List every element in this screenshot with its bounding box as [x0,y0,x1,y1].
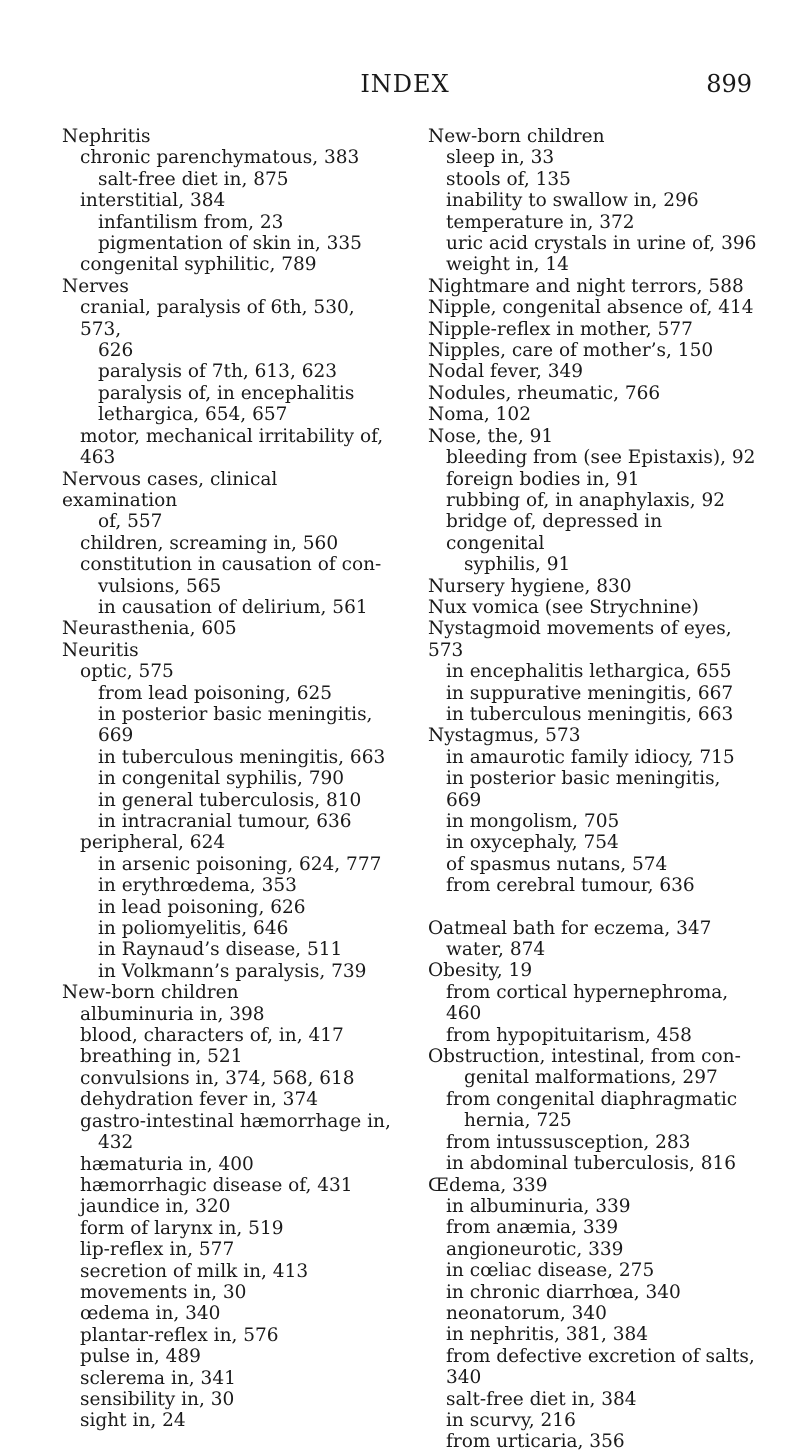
index-subentry: hæmaturia in, 400 [80,1153,254,1175]
index-subentry: paralysis of, in encephalitis [98,382,355,404]
index-subentry: from defective excretion of salts, 340 [446,1345,755,1389]
page-title: INDEX [360,70,450,98]
index-subentry: bleeding from (see Epistaxis), 92 [446,447,756,469]
index-subentry: in oxycephaly, 754 [446,832,619,854]
index-subentry: in intracranial tumour, 636 [98,811,352,832]
index-subentry: sight in, 24 [80,1410,186,1432]
index-subentry: inability to swallow in, 296 [446,190,699,212]
index-subentry: hæmorrhagic disease of, 431 [80,1174,353,1196]
index-subentry: in arsenic poisoning, 624, 777 [98,853,382,875]
index-subentry: in albuminuria, 339 [446,1195,631,1217]
index-subentry: form of larynx in, 519 [80,1217,284,1239]
index-subentry: lip-reflex in, 577 [80,1239,235,1261]
index-subentry: in suppurative meningitis, 667 [446,682,734,704]
index-subentry: bridge of, depressed in congenital [446,511,663,554]
index-heading: Obesity, 19 [428,960,533,982]
index-subentry: in chronic diarrhœa, 340 [446,1281,681,1303]
index-heading: New-born children [428,126,605,147]
index-subentry: in scurvy, 216 [446,1409,576,1431]
index-subentry: from cerebral tumour, 636 [446,875,695,897]
index-subentry: in mongolism, 705 [446,811,620,832]
index-subentry: albuminuria in, 398 [80,1003,265,1025]
index-subentry: from congenital diaphragmatic [446,1088,738,1110]
index-subentry: blood, characters of, in, 417 [80,1025,344,1047]
index-subentry: jaundice in, 320 [80,1196,231,1218]
index-subentry: neonatorum, 340 [446,1302,607,1324]
index-subentry: in amaurotic family idiocy, 715 [446,746,735,768]
index-subentry: in Volkmann’s paralysis, 739 [98,960,367,982]
index-subentry: congenital syphilitic, 789 [80,254,317,276]
index-subentry: optic, 575 [80,661,174,683]
index-heading: Neuritis [62,639,139,661]
index-subentry: sleep in, 33 [446,147,555,169]
index-column-right [428,126,758,1453]
index-heading: Nervous cases, clinical examination [62,468,278,511]
index-heading: Nux vomica (see Strychnine) [428,596,699,618]
section-gap [428,897,758,918]
index-subentry: in tuberculous meningitis, 663 [98,746,386,768]
index-subentry: from hypopituitarism, 458 [446,1024,692,1046]
index-heading: Nodal fever, 349 [428,361,584,383]
index-subentry: pulse in, 489 [80,1346,201,1368]
index-subentry: infantilism from, 23 [98,211,284,233]
index-subentry: temperature in, 372 [446,211,635,233]
index-subentry: rubbing of, in anaphylaxis, 92 [446,489,726,511]
index-subentry: in abdominal tuberculosis, 816 [446,1153,737,1175]
index-continuation: vulsions, 565 [98,575,222,597]
index-subentry: in Raynaud’s disease, 511 [98,939,343,961]
index-heading: Nystagmus, 573 [428,725,581,747]
page-number: 899 [706,70,752,98]
index-heading: Obstruction, intestinal, from con- [428,1046,741,1068]
index-subentry: uric acid crystals in urine of, 396 [446,233,757,255]
index-subentry: from anæmia, 339 [446,1217,619,1239]
index-subentry: sensibility in, 30 [80,1388,235,1410]
index-subentry: in tuberculous meningitis, 663 [446,703,734,725]
index-subentry: in posterior basic meningitis, 669 [446,768,721,811]
index-subentry: angioneurotic, 339 [446,1238,624,1260]
index-heading: Nephritis [62,126,151,147]
index-subentry: plantar-reflex in, 576 [80,1324,279,1346]
index-subentry: from lead poisoning, 625 [98,682,333,704]
index-continuation: of, 557 [98,511,163,533]
index-continuation: lethargica, 654, 657 [98,404,288,426]
index-continuation: 432 [98,1132,134,1154]
index-heading: Nightmare and night terrors, 588 [428,275,744,297]
index-subentry: children, screaming in, 560 [80,532,339,554]
index-subentry: cranial, paralysis of 6th, 530, 573, [80,297,355,340]
index-subentry: peripheral, 624 [80,832,226,854]
index-subentry: sclerema in, 341 [80,1367,236,1389]
index-subentry: in nephritis, 381, 384 [446,1324,649,1346]
index-subentry: stools of, 135 [446,168,571,190]
index-subentry: in encephalitis lethargica, 655 [446,661,732,683]
index-subentry: in general tuberculosis, 810 [98,789,362,811]
index-subentry: gastro-intestinal hæmorrhage in, [80,1110,391,1132]
index-subentry: in causation of delirium, 561 [98,596,368,618]
index-subentry: from urticaria, 356 [446,1431,625,1453]
index-subentry: paralysis of 7th, 613, 623 [98,361,338,383]
index-continuation: genital malformations, 297 [464,1067,718,1089]
index-subentry: secretion of milk in, 413 [80,1260,309,1282]
index-subentry: of spasmus nutans, 574 [446,853,668,875]
index-continuation: hernia, 725 [464,1110,572,1132]
index-subentry: convulsions in, 374, 568, 618 [80,1067,355,1089]
index-heading: Nipples, care of mother’s, 150 [428,340,714,362]
index-subentry: from cortical hypernephroma, 460 [446,981,729,1025]
index-subentry: movements in, 30 [80,1281,247,1303]
index-heading: Nose, the, 91 [428,425,554,447]
index-subentry: breathing in, 521 [80,1046,243,1068]
index-continuation: syphilis, 91 [464,554,571,576]
index-subentry: œdema in, 340 [80,1303,221,1325]
index-subentry: salt-free diet in, 384 [446,1388,637,1410]
index-column-left [62,126,392,1432]
index-subentry: in posterior basic meningitis, 669 [98,703,373,747]
index-subentry: foreign bodies in, 91 [446,468,640,490]
index-heading: Nerves [62,275,129,297]
index-subentry: in cœliac disease, 275 [446,1260,655,1282]
index-subentry: in poliomyelitis, 646 [98,918,289,940]
index-heading: Nystagmoid movements of eyes, 573 [428,618,732,661]
index-subentry: 626 [98,340,134,362]
index-subentry: motor, mechanical irritability of, 463 [80,425,384,469]
index-subentry: weight in, 14 [446,254,569,276]
index-subentry: interstitial, 384 [80,190,226,212]
index-heading: New-born children [62,982,239,1004]
index-subentry: chronic parenchymatous, 383 [80,147,360,169]
index-subentry: in congenital syphilis, 790 [98,768,345,790]
index-heading: Neurasthenia, 605 [62,618,237,640]
index-heading: Noma, 102 [428,404,531,426]
index-subentry: salt-free diet in, 875 [98,168,289,190]
index-subentry: water, 874 [446,939,546,961]
index-subentry: in lead poisoning, 626 [98,896,306,918]
index-heading: Nipple-reflex in mother, 577 [428,318,693,340]
index-heading: Nodules, rheumatic, 766 [428,382,661,404]
index-heading: Nursery hygiene, 830 [428,575,632,597]
index-subentry: constitution in causation of con- [80,554,382,576]
index-heading: Nipple, congenital absence of, 414 [428,297,754,319]
page-header [58,70,752,110]
index-heading: Œdema, 339 [428,1174,548,1196]
index-heading: Oatmeal bath for eczema, 347 [428,917,712,939]
index-subentry: in erythrœdema, 353 [98,875,297,897]
index-subentry: pigmentation of skin in, 335 [98,233,362,255]
index-subentry: from intussusception, 283 [446,1131,691,1153]
index-subentry: dehydration fever in, 374 [80,1089,318,1111]
